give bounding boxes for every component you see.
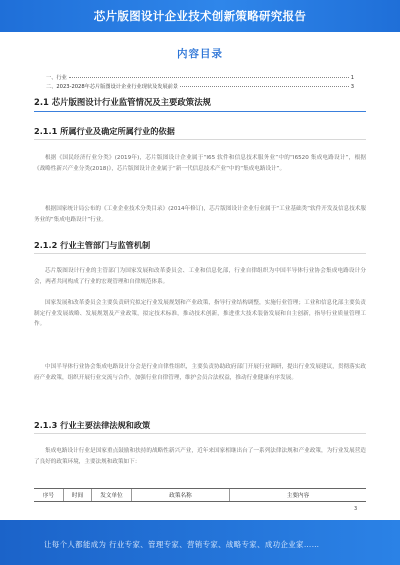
subsection-divider xyxy=(34,433,366,434)
toc-entry-page: 3 xyxy=(350,84,354,90)
paragraph: 芯片版图设计行业的主管部门为国家发展和改革委员会、工业和信息化部，行业自律组织为中国半导体行业协会集成电路设计分会，两者共同构成了行业的宏观管理和自律规范体系。 xyxy=(34,268,366,285)
toc-entry-text: 一、行业 xyxy=(46,75,67,81)
table-header-cell: 时间 xyxy=(64,489,92,501)
subsection-heading: 2.1.3 行业主要法律法规和政策 xyxy=(34,420,151,430)
paragraph: 集成电路设计行业是国家重点鼓励和扶持的战略性新兴产业，近年来国家相继出台了一系列法律法规和产业政策，为行业发展营造了良好的政策环境，主要法规和政策如下： xyxy=(34,448,366,465)
footer-banner xyxy=(0,520,400,565)
paragraph: 根据国家统计局公布的《工业企业技术分类目录》(2014年修订)，芯片版图设计企业行业属于“工业基础类”软件开发及信息技术服务业的“集成电路设计”行业。 xyxy=(34,206,366,223)
toc-leader-dots xyxy=(69,77,349,78)
toc-entry[interactable] xyxy=(46,83,354,92)
table-header-cell: 发文单位 xyxy=(92,489,132,501)
report-title: 芯片版图设计企业技术创新策略研究报告 xyxy=(93,9,307,23)
paragraph: 国家发展和改革委员会主要负责研究拟定行业发展规划和产业政策，指导行业结构调整，实施行业管理；工业和信息化部主要负责制定行业发展战略、发展规划及产业政策，拟定技术标准，推动技术创新，推进重大技术装备发展和自主创新，指导行业质量管理工作。 xyxy=(34,300,366,327)
subsection-heading: 2.1.2 行业主管部门与监管机制 xyxy=(34,240,151,250)
footer-slogan: 让每个人都能成为 行业专家、管理专家、营销专家、战略专家、成功企业家…… xyxy=(44,540,320,549)
paragraph: 根据《国民经济行业分类》(2019年)，芯片版图设计企业属于“I65 软件和信息技术服务业”中的“I6520 集成电路设计”，根据《战略性新兴产业分类(2018)》，芯片版图设计企业属于“新一代信息技术产业”中的“集成电路设计”。 xyxy=(34,155,366,172)
table-header-cell: 主要内容 xyxy=(286,493,310,499)
paragraph: 中国半导体行业协会集成电路设计分会是行业自律性组织，主要负责协助政府部门开展行业调研，提出行业发展建议，贯彻落实政府产业政策，组织开展行业交流与合作，加强行业自律管理，维护会员合法权益，推动行业健康有序发展。 xyxy=(34,364,366,381)
toc-list xyxy=(46,74,354,92)
toc-leader-dots xyxy=(180,86,349,87)
subsection-divider xyxy=(34,139,366,140)
policy-table-header xyxy=(34,488,366,502)
toc-entry-text: 二、2023-2028年芯片版图设计企业行业现状及发展前景 xyxy=(46,84,179,90)
toc-entry[interactable] xyxy=(46,74,354,83)
page-number: 3 xyxy=(354,506,358,512)
top-banner xyxy=(0,0,400,32)
subsection-heading: 2.1.1 所属行业及确定所属行业的依据 xyxy=(34,126,175,136)
table-header-cell: 序号 xyxy=(34,489,64,501)
section-heading: 2.1 芯片版图设计行业监管情况及主要政策法规 xyxy=(34,96,366,112)
toc-heading: 内容目录 xyxy=(177,48,223,60)
subsection-divider xyxy=(34,253,366,254)
table-header-cell: 政策名称 xyxy=(132,489,230,501)
toc-entry-page: 1 xyxy=(350,75,354,81)
